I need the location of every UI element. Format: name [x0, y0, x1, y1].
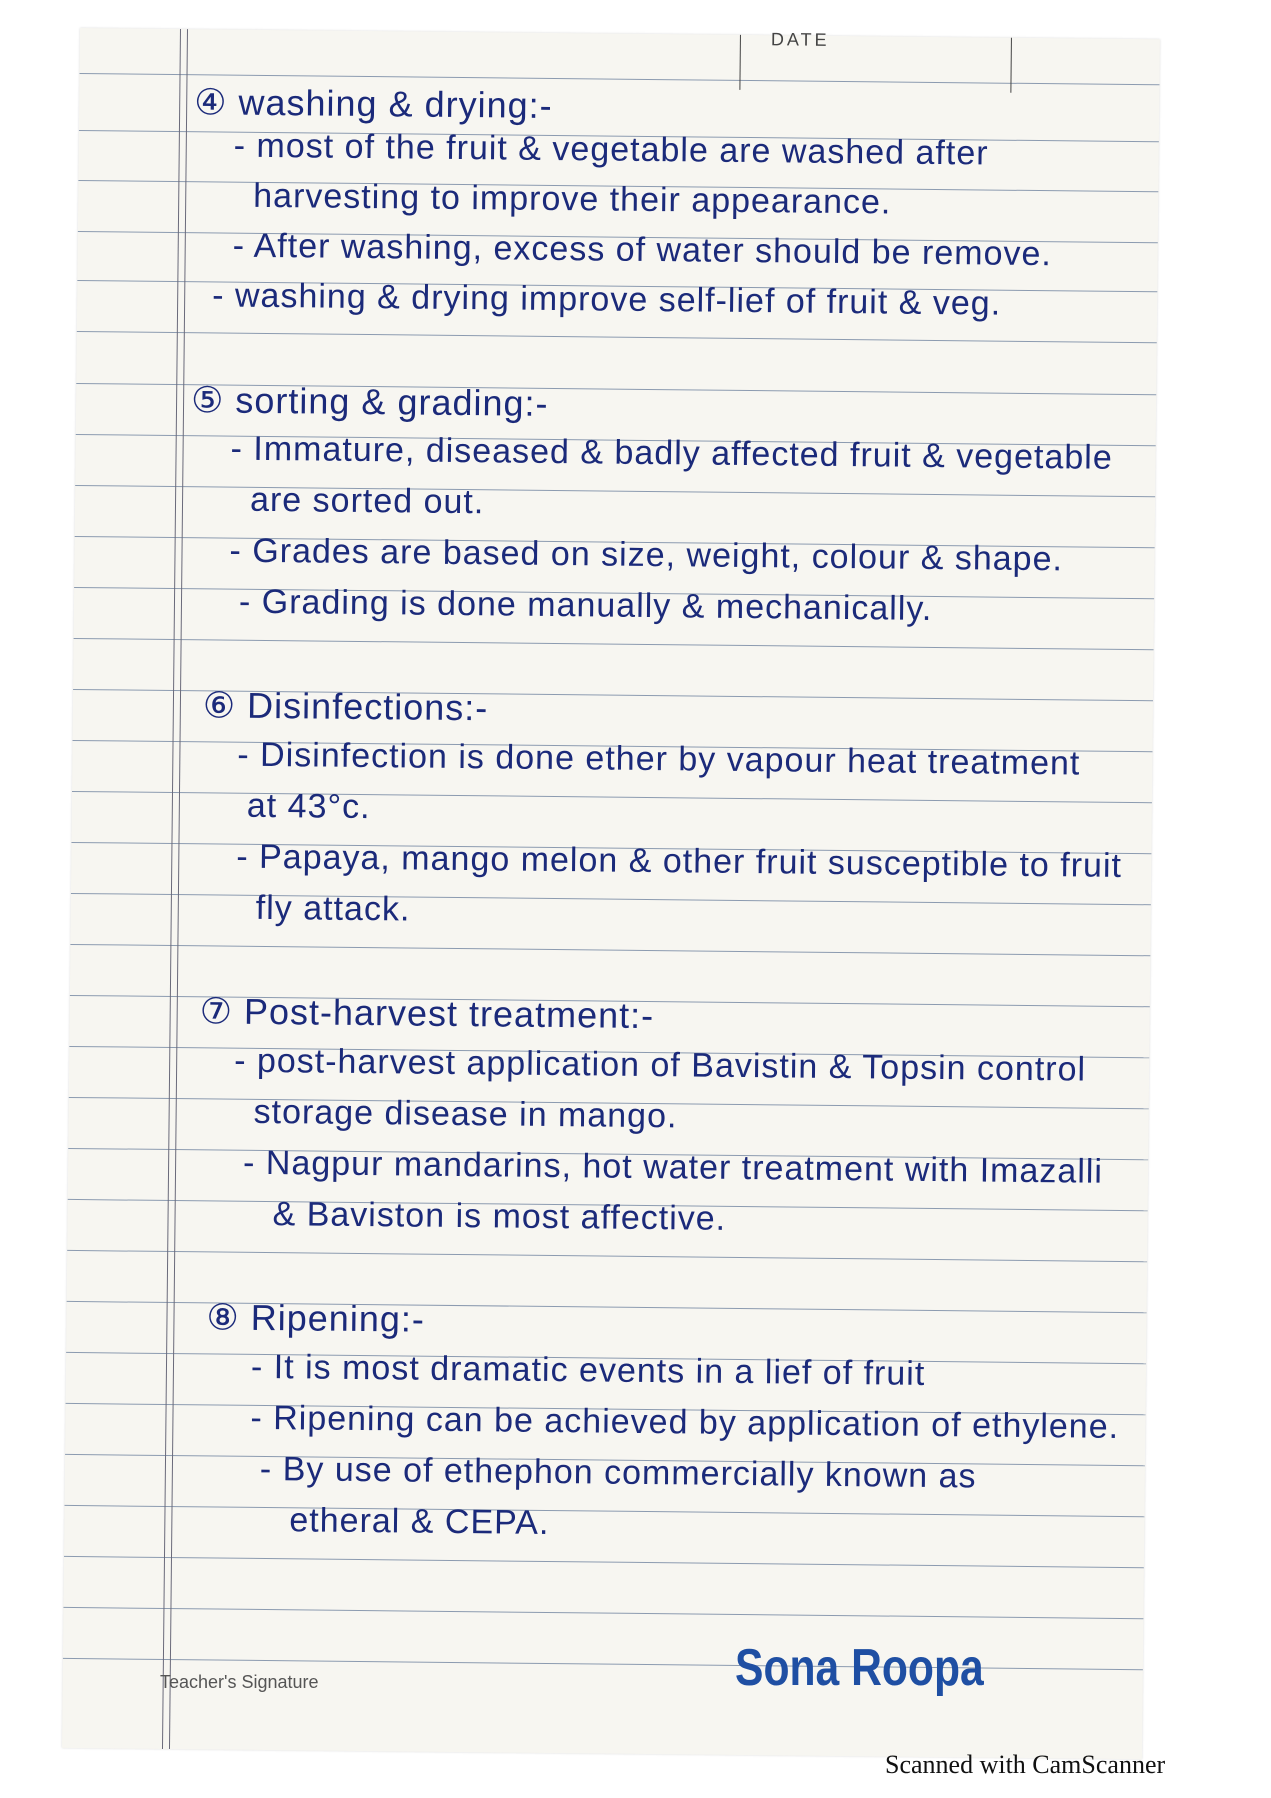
ruled-line [63, 1607, 1143, 1619]
ruled-line [67, 1250, 1147, 1262]
ruled-line [64, 1556, 1144, 1568]
ruled-line [72, 791, 1152, 803]
note-line: - Immature, diseased & badly affected fruit & vegetable [230, 429, 1113, 477]
note-line: - post-harvest application of Bavistin & Topsin control [233, 1041, 1087, 1089]
notebook-page [62, 28, 1160, 1759]
note-line: - It is most dramatic events in a lief of fruit [250, 1347, 926, 1393]
ruled-line [75, 485, 1155, 497]
ruled-line [77, 331, 1157, 343]
note-line: etheral & CEPA. [289, 1501, 550, 1542]
note-line: - After washing, excess of water should be remove. [232, 226, 1053, 274]
section-heading: ⑤ sorting & grading:- [190, 379, 549, 424]
scanner-watermark: Scanned with CamScanner [885, 1750, 1166, 1779]
note-line: at 43°c. [246, 786, 371, 827]
note-line: - Grades are based on size, weight, colour & shape. [229, 531, 1064, 579]
note-line: storage disease in mango. [253, 1092, 678, 1136]
note-line: - Nagpur mandarins, hot water treatment with Imazalli [242, 1143, 1104, 1191]
note-line: are sorted out. [249, 480, 485, 522]
section-heading: ⑦ Post-harvest treatment:- [199, 990, 655, 1037]
ruled-line [70, 944, 1150, 956]
ruled-line [71, 893, 1151, 905]
teacher-signature-label: Teacher's Signature [160, 1672, 319, 1692]
ruled-line [65, 1505, 1145, 1517]
date-box [739, 29, 1012, 93]
brand-logo-text: Sona Roopa [735, 1639, 984, 1697]
note-line: - Disinfection is done ether by vapour heat treatment [237, 735, 1081, 783]
section-heading: ④ washing & drying:- [194, 81, 553, 126]
note-line: - Ripening can be achieved by application of ethylene. [250, 1398, 1120, 1446]
note-line: - By use of ethephon commercially known as [259, 1449, 977, 1496]
note-line: - washing & drying improve self-lief of fruit & veg. [212, 276, 1002, 323]
note-line: fly attack. [255, 888, 411, 929]
ruled-line [74, 638, 1154, 650]
note-line: - Grading is done manually & mechanically. [238, 582, 933, 628]
note-line: & Baviston is most affective. [272, 1195, 727, 1238]
note-line: - most of the fruit & vegetable are washed after [233, 126, 989, 173]
section-heading: ⑥ Disinfections:- [202, 684, 489, 729]
note-line: - Papaya, mango melon & other fruit susceptible to fruit [236, 837, 1123, 885]
date-label: DATE [770, 29, 830, 50]
section-heading: ⑧ Ripening:- [206, 1296, 426, 1340]
note-line: harvesting to improve their appearance. [253, 176, 892, 222]
